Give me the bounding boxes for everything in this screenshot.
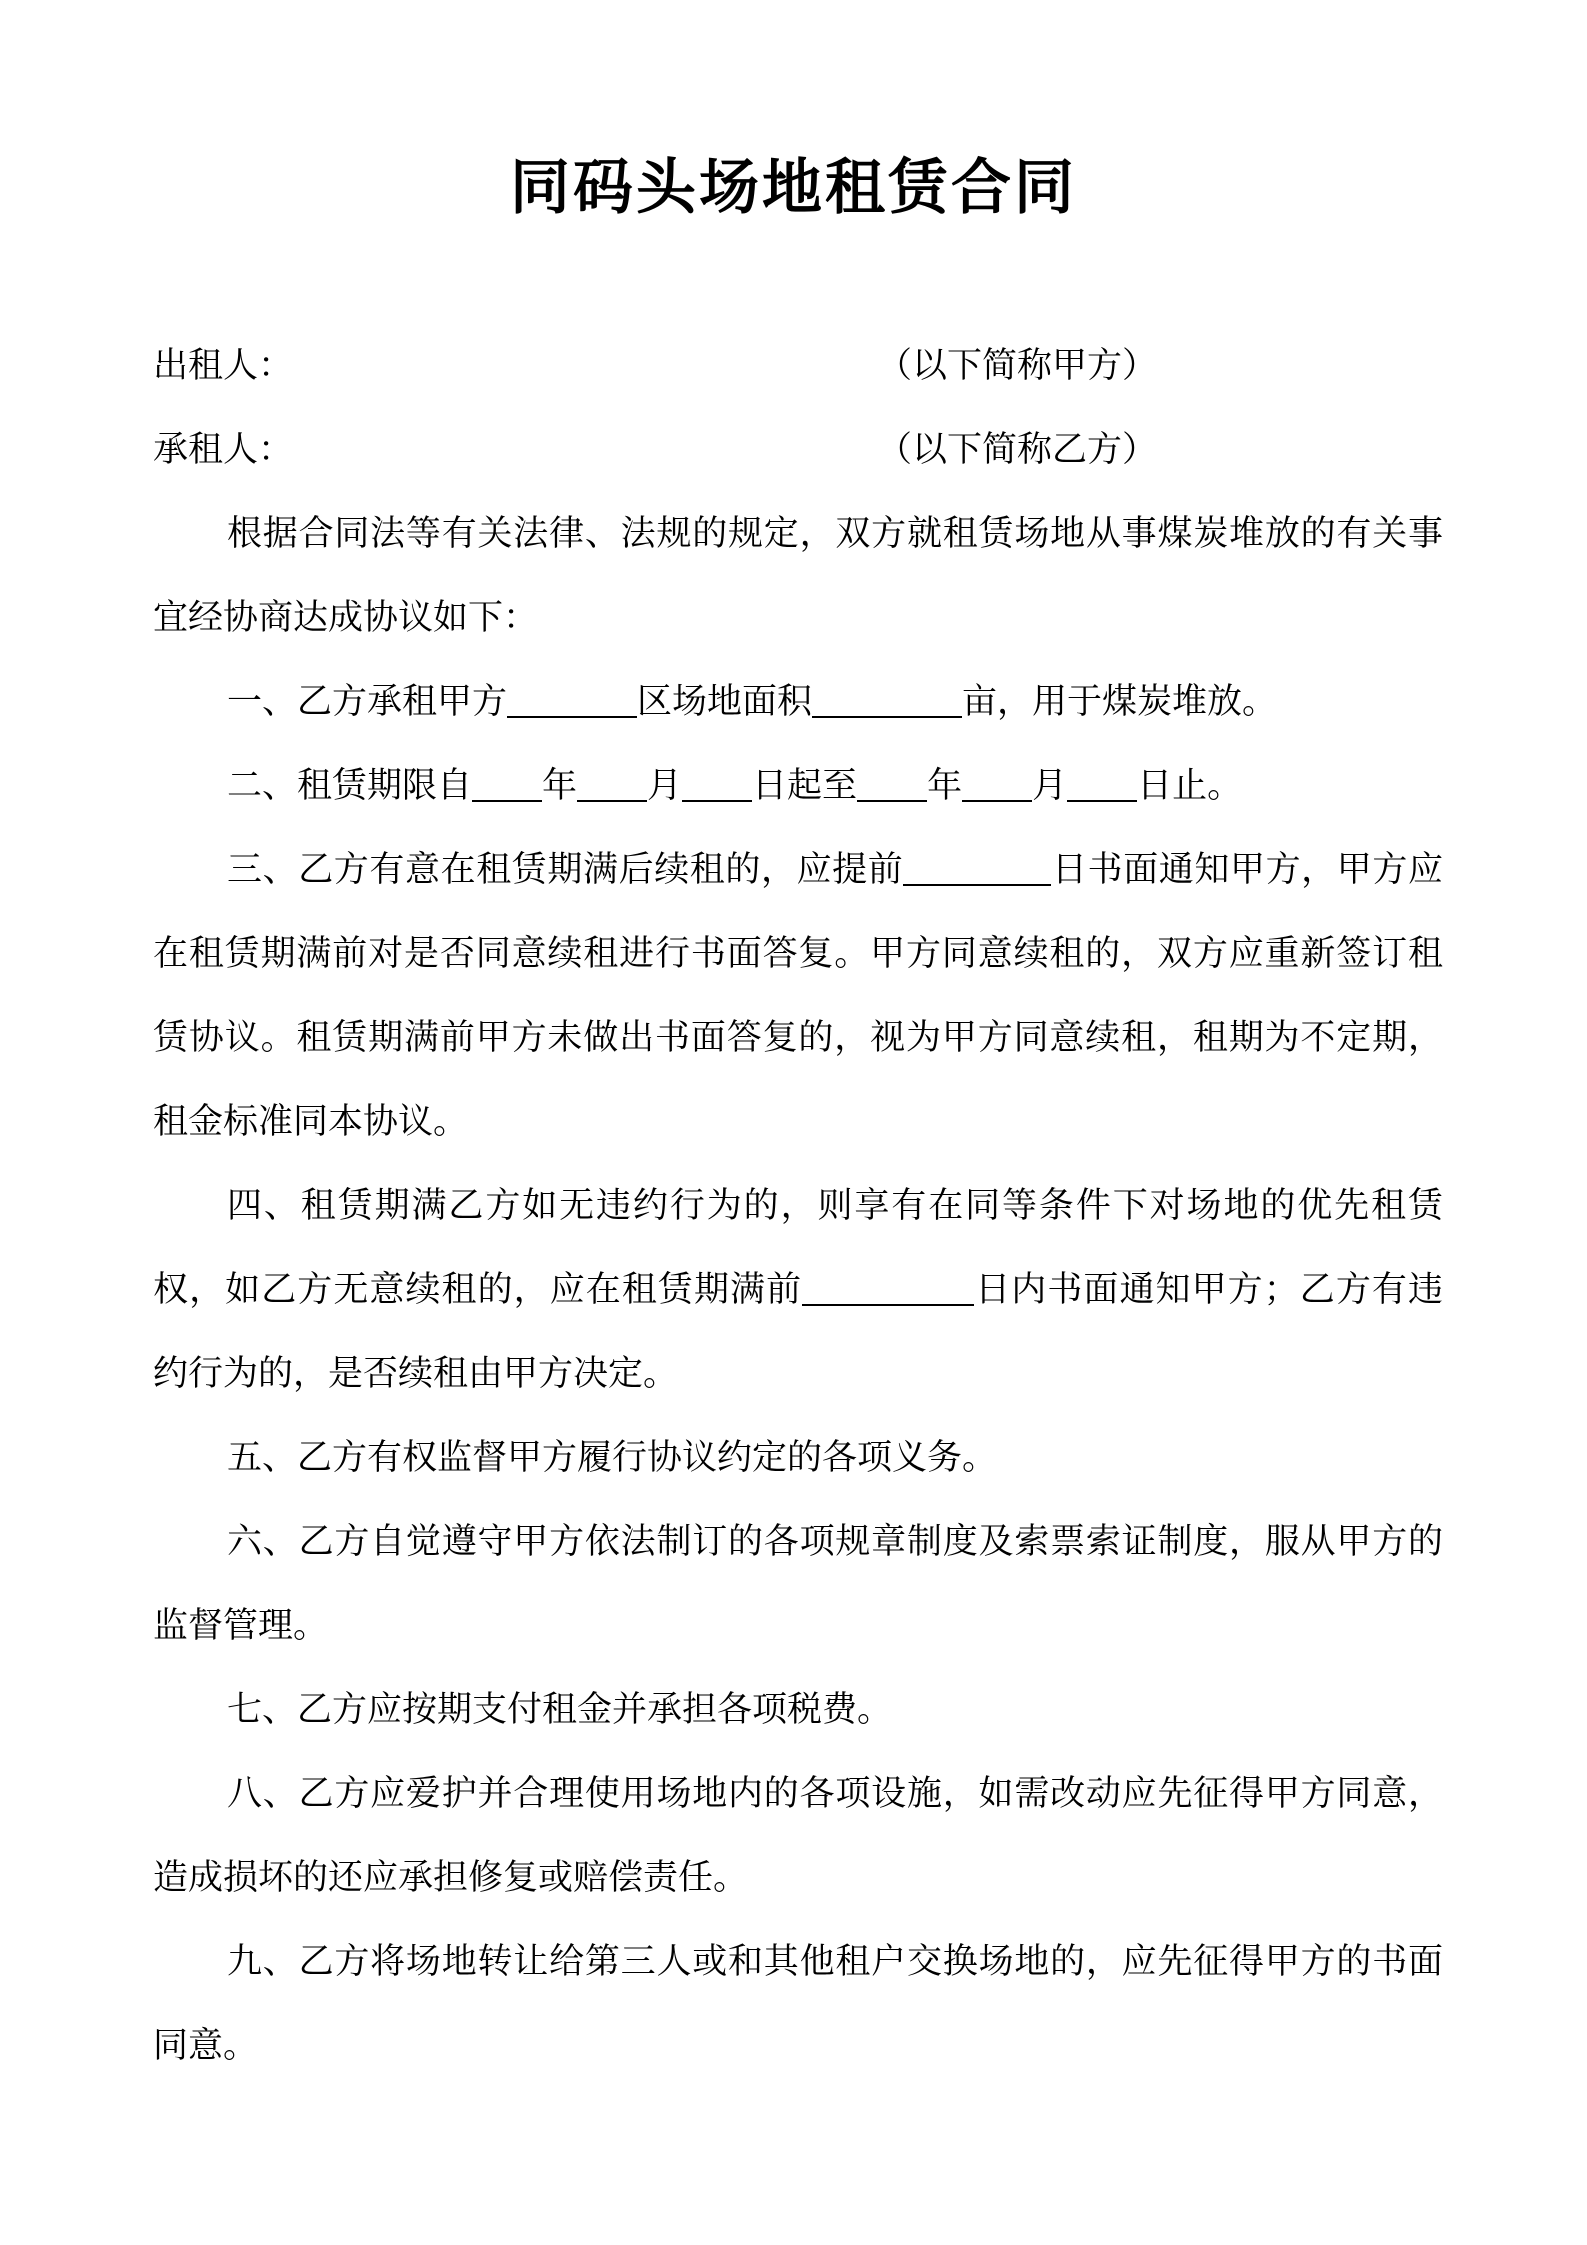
clause-4 — [153, 1164, 1443, 1416]
blank-end-year — [857, 765, 927, 802]
clause-1-text-b: 区场地面积 — [637, 682, 813, 722]
blank-end-month — [962, 765, 1032, 802]
blank-renewal-notice-days — [903, 849, 1051, 886]
clause-2 — [153, 744, 1443, 828]
clause-1 — [153, 660, 1443, 744]
blank-start-day — [682, 765, 752, 802]
clause-3-text-a: 三、乙方有意在租赁期满后续租的，应提前 — [227, 850, 904, 890]
blank-area-zone — [507, 681, 637, 718]
clause-2-day2: 日止。 — [1137, 766, 1243, 806]
lessor-suffix: （以下简称甲方） — [877, 346, 1158, 386]
clause-3 — [153, 828, 1443, 1164]
clause-2-month1: 月 — [647, 766, 683, 806]
blank-termination-notice-days — [802, 1269, 974, 1306]
blank-area-size — [812, 681, 962, 718]
lessor-label: 出租人： — [153, 346, 294, 386]
clause-9: 九、乙方将场地转让给第三人或和其他租户交换场地的，应先征得甲方的书面同意。 — [153, 1942, 1443, 2066]
document-title: 同码头场地租赁合同 — [510, 153, 1077, 223]
clause-3-text-b: 日书面通知甲方，甲方应在租赁期满前对是否同意续租进行书面答复。甲方同意续租的，双方应重新签订租赁协议。租赁期满前甲方未做出书面答复的，视为甲方同意续租，租期为不定期，租金标准同本协议。 — [153, 850, 1443, 1142]
contract-body — [153, 324, 1443, 2088]
clause-4-text-b: 日内书面通知甲方；乙方有违约行为的，是否续租由甲方决定。 — [153, 1270, 1443, 1394]
clause-2-month2: 月 — [1032, 766, 1068, 806]
lessee-suffix: （以下简称乙方） — [877, 430, 1158, 470]
clause-1-text-a: 一、乙方承租甲方 — [227, 682, 508, 722]
blank-start-month — [577, 765, 647, 802]
blank-start-year — [472, 765, 542, 802]
lessor-line — [153, 324, 1443, 408]
blank-end-day — [1067, 765, 1137, 802]
clause-5: 五、乙方有权监督甲方履行协议约定的各项义务。 — [227, 1438, 998, 1478]
clause-4-text-a: 四、租赁期满乙方如无违约行为的，则享有在同等条件下对场地的优先租赁权，如乙方无意续租的，应在租赁期满前 — [153, 1186, 1443, 1310]
clause-7: 七、乙方应按期支付租金并承担各项税费。 — [227, 1690, 893, 1730]
clause-8: 八、乙方应爱护并合理使用场地内的各项设施，如需改动应先征得甲方同意，造成损坏的还应承担修复或赔偿责任。 — [153, 1774, 1443, 1898]
clause-2-text-a: 二、租赁期限自 — [227, 766, 473, 806]
clause-2-year1: 年 — [542, 766, 578, 806]
clause-6: 六、乙方自觉遵守甲方依法制订的各项规章制度及索票索证制度，服从甲方的监督管理。 — [153, 1522, 1443, 1646]
lessee-line — [153, 408, 1443, 492]
clause-2-year2: 年 — [927, 766, 963, 806]
preamble: 根据合同法等有关法律、法规的规定，双方就租赁场地从事煤炭堆放的有关事宜经协商达成协议如下： — [153, 514, 1443, 638]
lessee-label: 承租人： — [153, 430, 294, 470]
clause-2-day1: 日起至 — [752, 766, 858, 806]
clause-1-text-c: 亩，用于煤炭堆放。 — [962, 682, 1278, 722]
